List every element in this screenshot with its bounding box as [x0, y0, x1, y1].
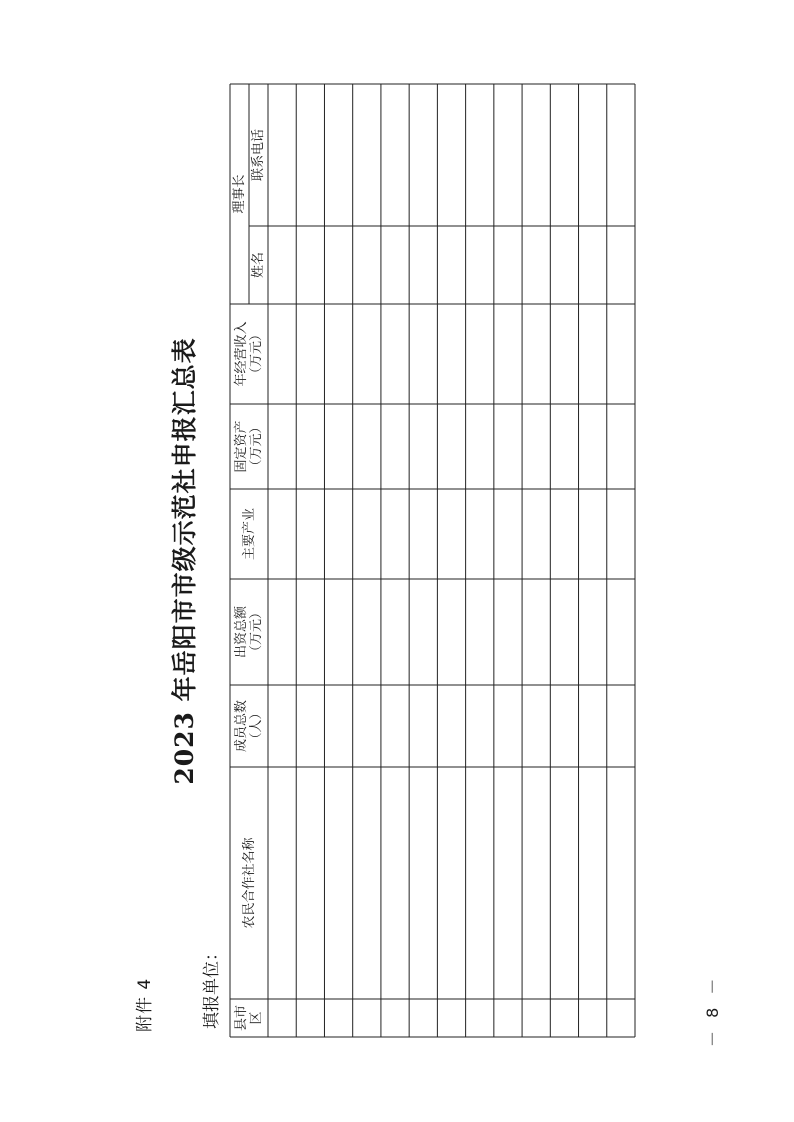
document-title: 2023 年岳阳市市级示范社申报汇总表: [170, 337, 199, 785]
header-members: [230, 685, 268, 767]
header-fixed-assets-line1: 固定资产: [234, 420, 249, 473]
summary-table: [230, 84, 635, 1037]
header-chairman-phone: [249, 84, 268, 226]
header-coop-name: [230, 767, 268, 999]
header-county-label: 县市区: [234, 1005, 264, 1032]
header-revenue-line2: （万元）: [249, 328, 264, 381]
header-members-line2: （人）: [249, 706, 264, 746]
header-capital-line1: 出资总额: [234, 606, 249, 659]
header-chairman-name: [249, 226, 268, 304]
header-revenue-line1: 年经营收入: [234, 321, 249, 387]
header-revenue: [230, 304, 268, 404]
header-chairman-label: 理事长: [232, 174, 247, 214]
header-capital-line2: （万元）: [249, 606, 264, 659]
attachment-label: 附件 4: [135, 977, 155, 1032]
header-fixed-assets: [230, 404, 268, 489]
header-members-line1: 成员总数: [234, 700, 249, 753]
header-fixed-assets-line2: （万元）: [249, 420, 264, 473]
header-chairman: [230, 84, 249, 304]
page-number: － 8 －: [703, 974, 722, 1047]
header-industry: [230, 489, 268, 579]
table-grid-lines: [230, 84, 635, 1037]
header-coop-name-label: 农民合作社名称: [241, 837, 257, 929]
header-industry-label: 主要产业: [241, 508, 257, 561]
header-chairman-name-label: 姓名: [251, 252, 266, 279]
reporting-unit-label: 填报单位：: [202, 944, 222, 1029]
header-county: [230, 999, 268, 1037]
header-capital: [230, 579, 268, 685]
header-chairman-phone-label: 联系电话: [251, 129, 266, 182]
